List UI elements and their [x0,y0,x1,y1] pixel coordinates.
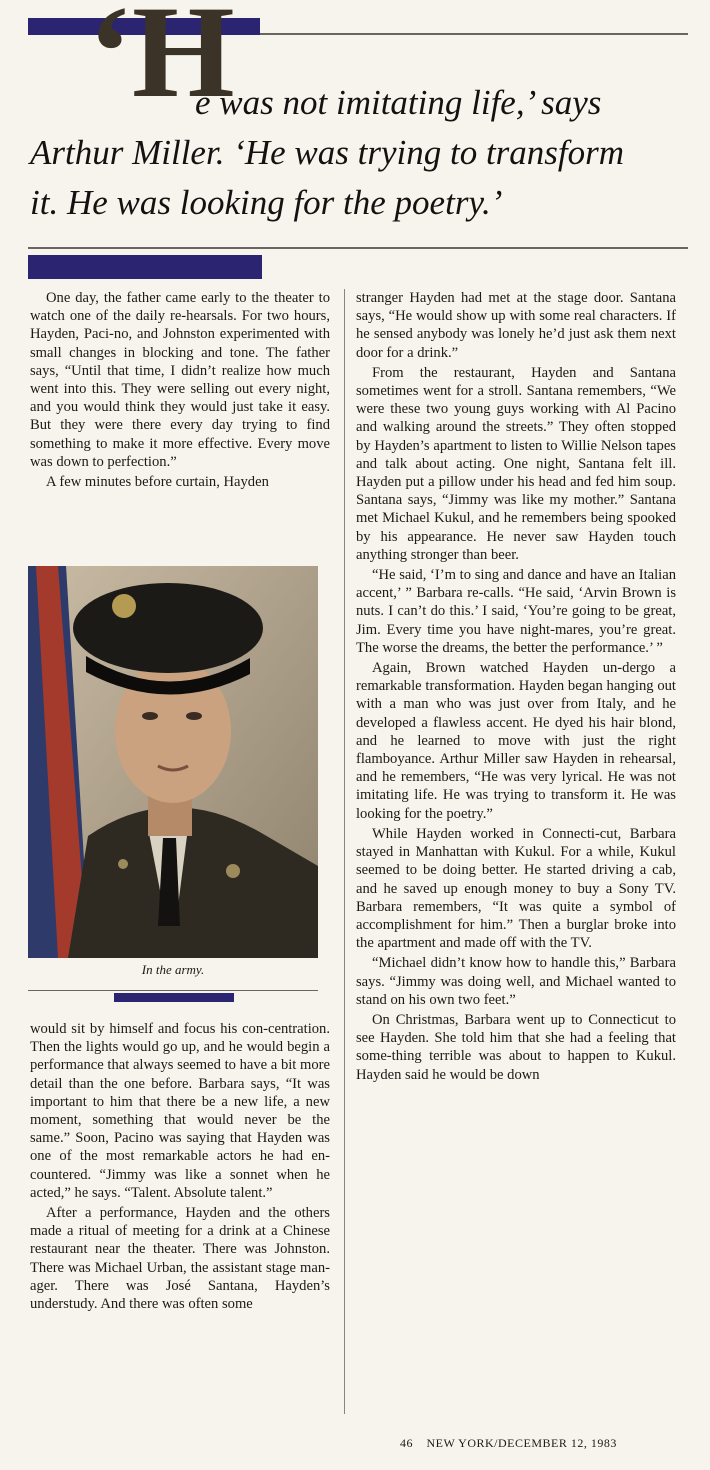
pull-quote-line-1: e was not imitating life,’ says [195,83,602,122]
photo-caption: In the army. [141,962,205,977]
page-footer [400,1436,617,1451]
left-column-bottom [30,1020,330,1313]
pull-quote [30,78,690,228]
left-column-top [30,289,330,491]
paragraph: “Michael didn’t know how to handle this,” Barbara says. “Jimmy was doing well, and Michael wanted to stand on his own two feet.” [356,955,676,1008]
pull-quote-dropcap: ‘H [88,0,235,125]
paragraph: After a performance, Hayden and the others made a ritual of meeting for a drink at a Chinese restaurant near the theater. There was Johnston. There was Michael Urban, the assistant stage man-ager. There was José Santana, Hayden’s understudy. And there was often some [30,1205,330,1313]
paragraph: From the restaurant, Hayden and Santana sometimes went for a stroll. Santana remembers, “We were these two young guys working with Al Pacino and walking around the streets.” They often stopped by Hayden’s apartment to listen to Willie Nelson tapes and talk about acting. One night, Santana felt ill. Hayden put a pillow under his head and fed him soup. Santana says, “Jimmy was like my mother.” Santana met Michael Kukul, and he remembers being spooked by his appearance. He never saw Hayden touch anything stronger than beer. [356,364,676,563]
paragraph: A few minutes before curtain, Hayden [46,474,269,491]
header-rule [260,33,688,35]
cap-badge [112,594,136,618]
collar-insignia [118,859,128,869]
paragraph: Again, Brown watched Hayden un-dergo a remarkable transformation. Hayden began hanging out with a man who was just over from Italy, and he developed a flawless accent. He dyed his hair blond, and he learned to move with just the right flamboyance. Arthur Miller saw Hayden in rehearsal, and he remembers, “He was very lyrical. He was not imitating life. He was trying to transform it. He was looking for the poetry.” [356,660,676,822]
paragraph: One day, the father came early to the theater to watch one of the daily re-hearsals. For two hours, Hayden, Paci-no, and Johnston experimented with small changes in blocking and tone. The father says, “Until that time, I didn’t realize how much went into this. They were selling out every night, and you would think they would just take it easy. But they were there every day trying to find something to make it more effective. Every move was down to perfection.” [30,290,330,470]
column-divider [344,289,345,1414]
pull-quote-line-3: it. He was looking for the poetry.’ [30,183,503,222]
article-accent-bar [28,255,262,279]
paragraph: While Hayden worked in Connecti-cut, Barbara stayed in Manhattan with Kukul. For a while, Kukul seemed to be doing better. He started driving a cab, and he saved up enough money to buy a Sony TV. Barbara remembers, “It was quite a symbol of accomplishment for him.” Then a burglar broke into the apartment and made off with the TV. [356,825,676,952]
caption-rule [28,990,318,991]
army-portrait-photo [28,566,318,958]
publication-line: NEW YORK/DECEMBER 12, 1983 [426,1436,617,1450]
paragraph: would sit by himself and focus his con-centration. Then the lights would go up, and he would begin a performance that always seemed to have a bit more detail than the one before. Barbara says, “It was important to him that there be a new life, a new moment, something that would never be the same.” Soon, Pacino was saying that Hayden was one of the most remarkable actors he had en-countered. “Jimmy was like a sonnet when he acted,” he says. “Talent. Absolute talent.” [30,1021,330,1201]
portrait-illustration [28,566,318,958]
right-column [356,289,676,1084]
page-number: 46 [400,1436,413,1450]
caption-accent-bar [114,993,234,1002]
collar-insignia [226,864,240,878]
paragraph: stranger Hayden had met at the stage door. Santana says, “He would show up with some real characters. If he sensed anybody was lonely he’d just ask them next door for a drink.” [356,290,676,361]
pull-quote-line-2: Arthur Miller. ‘He was trying to transform [30,133,625,172]
paragraph: On Christmas, Barbara went up to Connecticut to see Hayden. She told him that she had a feeling that some-thing terrible was about to happen to Kukul. Hayden said he would be down [356,1011,676,1083]
pull-quote-bottom-rule [28,247,688,249]
cap-crown [73,583,263,673]
left-eye [142,712,158,720]
paragraph: “He said, ‘I’m to sing and dance and have an Italian accent,’ ” Barbara re-calls. “He said, ‘Arvin Brown is nuts. I can’t do this.’ I said, ‘You’re going to be great, Jim. Every time you have night-mares, you’re great. The worse the dreams, the better the performance.’ ” [356,567,676,656]
right-eye [186,712,202,720]
